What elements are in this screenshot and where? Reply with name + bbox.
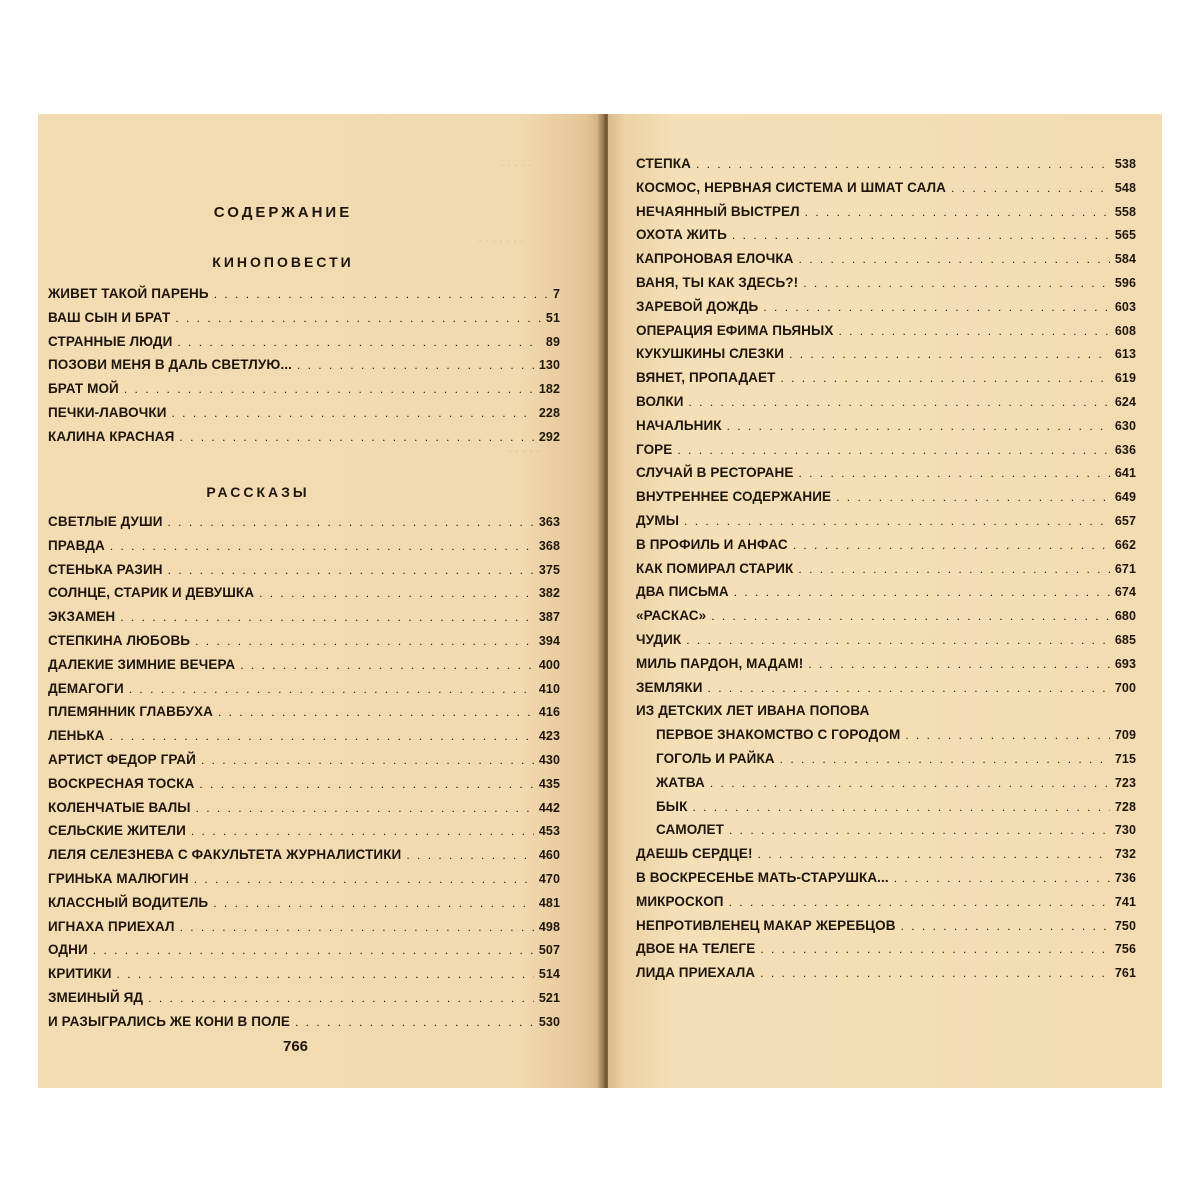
- toc-dot-leader: [734, 585, 1110, 599]
- toc-entry: [636, 584, 1136, 608]
- toc-entry: [636, 489, 1136, 513]
- toc-dot-leader: [836, 490, 1110, 504]
- toc-entry-title: ДВА ПИСЬМА: [636, 584, 729, 600]
- toc-entry-title: БЫК: [656, 798, 688, 814]
- toc-entry: [636, 370, 1136, 394]
- toc-entry-title: ЛЕЛЯ СЕЛЕЗНЕВА С ФАКУЛЬТЕТА ЖУРНАЛИСТИКИ: [48, 847, 402, 863]
- toc-dot-leader: [789, 347, 1110, 361]
- toc-entry-title: ВЯНЕТ, ПРОПАДАЕТ: [636, 370, 776, 386]
- toc-dot-leader: [708, 681, 1110, 695]
- toc-dot-leader: [175, 311, 541, 325]
- toc-entry-title: И РАЗЫГРАЛИСЬ ЖЕ КОНИ В ПОЛЕ: [48, 1013, 291, 1029]
- toc-entry: [48, 704, 560, 728]
- toc-dot-leader: [760, 942, 1110, 956]
- toc-entry: [48, 633, 560, 657]
- toc-dot-leader: [692, 800, 1109, 814]
- toc-dot-leader: [803, 276, 1110, 290]
- toc-entry-title: МИКРОСКОП: [636, 893, 724, 909]
- show-through-text: · · · · ·: [500, 158, 532, 172]
- toc-dot-leader: [295, 1015, 534, 1029]
- toc-entry: [48, 776, 560, 800]
- toc-dot-leader: [798, 562, 1109, 576]
- toc-dot-leader: [93, 943, 534, 957]
- toc-entry: [48, 381, 560, 405]
- toc-entry-title: БРАТ МОЙ: [48, 381, 119, 397]
- toc-entry: [48, 681, 560, 705]
- toc-entry-title: СЕЛЬСКИЕ ЖИТЕЛИ: [48, 823, 186, 839]
- toc-entry-title: ВОСКРЕСНАЯ ТОСКА: [48, 775, 195, 791]
- toc-list-continued: [636, 156, 1136, 989]
- toc-entry-page: 228: [538, 405, 560, 420]
- contents-title: СОДЕРЖАНИЕ: [213, 204, 353, 221]
- toc-entry-page: 387: [538, 610, 560, 625]
- toc-entry: [636, 870, 1136, 894]
- toc-entry: [636, 537, 1136, 561]
- toc-entry-title: ДЕМАГОГИ: [48, 680, 124, 696]
- toc-entry-title: ЗЕМЛЯКИ: [636, 679, 703, 695]
- toc-entry: [636, 442, 1136, 466]
- toc-entry: [48, 800, 560, 824]
- toc-dot-leader: [196, 801, 534, 815]
- toc-entry-title: ЖИВЕТ ТАКОЙ ПАРЕНЬ: [48, 286, 209, 301]
- toc-entry-title: ДАЛЕКИЕ ЗИМНИЕ ВЕЧЕРА: [48, 656, 236, 672]
- toc-dot-leader: [240, 658, 534, 672]
- toc-entry: [636, 561, 1136, 585]
- toc-dot-leader: [179, 430, 533, 444]
- toc-entry-title: ИГНАХА ПРИЕХАЛ: [48, 918, 175, 934]
- toc-entry-page: 382: [538, 586, 560, 601]
- toc-dot-leader: [798, 466, 1109, 480]
- toc-entry-page: 662: [1114, 537, 1136, 552]
- toc-dot-leader: [124, 382, 534, 396]
- toc-entry: [636, 394, 1136, 418]
- toc-entry: [48, 310, 560, 334]
- toc-entry-title: ГОГОЛЬ И РАЙКА: [656, 750, 775, 766]
- toc-entry: [636, 251, 1136, 275]
- toc-entry-page: 732: [1114, 847, 1136, 862]
- toc-entry: [636, 227, 1136, 251]
- toc-entry: [48, 990, 560, 1014]
- toc-dot-leader: [793, 538, 1110, 552]
- toc-entry: [48, 752, 560, 776]
- toc-entry-title: НАЧАЛЬНИК: [636, 417, 722, 433]
- toc-dot-leader: [763, 300, 1109, 314]
- toc-entry: [636, 965, 1136, 989]
- show-through-text: · · · · ·: [508, 444, 540, 458]
- toc-entry: [48, 334, 560, 358]
- toc-dot-leader: [711, 609, 1110, 623]
- toc-dot-leader: [406, 848, 533, 862]
- toc-entry-title: ПЕРВОЕ ЗНАКОМСТВО С ГОРОДОМ: [656, 727, 901, 743]
- toc-entry-page: 723: [1114, 775, 1136, 790]
- toc-entry-title: ОХОТА ЖИТЬ: [636, 227, 727, 243]
- toc-entry-page: 400: [538, 657, 560, 672]
- toc-entry-title: КОСМОС, НЕРВНАЯ СИСТЕМА И ШМАТ САЛА: [636, 179, 947, 195]
- toc-dot-leader: [758, 847, 1110, 861]
- toc-entry-title: ПРАВДА: [48, 537, 105, 553]
- toc-dot-leader: [951, 181, 1110, 195]
- toc-entry: [636, 846, 1136, 870]
- toc-entry-title: АРТИСТ ФЕДОР ГРАЙ: [48, 751, 196, 767]
- toc-entry-page: 680: [1114, 609, 1136, 624]
- toc-entry-page: 728: [1114, 799, 1136, 814]
- toc-entry-page: 715: [1114, 751, 1136, 766]
- toc-entry: [636, 299, 1136, 323]
- toc-dot-leader: [199, 777, 533, 791]
- toc-entry: [48, 357, 560, 381]
- toc-entry-title: СТЕПКИНА ЛЮБОВЬ: [48, 632, 191, 648]
- toc-entry-page: 603: [1114, 299, 1136, 314]
- toc-dot-leader: [110, 729, 534, 743]
- toc-dot-leader: [120, 610, 534, 624]
- toc-entry-title: ОДНИ: [48, 942, 88, 958]
- toc-entry-title: ВОЛКИ: [636, 393, 684, 409]
- toc-entry-page: 596: [1114, 275, 1136, 290]
- toc-entry: [48, 514, 560, 538]
- show-through-text: · · · · · · ·: [478, 234, 524, 248]
- toc-entry: [48, 585, 560, 609]
- toc-entry: [636, 680, 1136, 704]
- toc-entry-title: ОПЕРАЦИЯ ЕФИМА ПЬЯНЫХ: [636, 322, 834, 338]
- toc-entry-page: 693: [1114, 656, 1136, 671]
- toc-entry-page: 750: [1114, 918, 1136, 933]
- toc-dot-leader: [195, 634, 534, 648]
- toc-entry-title: ДУМЫ: [636, 512, 680, 528]
- toc-entry-page: 368: [538, 538, 560, 553]
- toc-entry: [636, 608, 1136, 632]
- toc-dot-leader: [710, 776, 1110, 790]
- toc-entry-title: ЧУДИК: [636, 631, 682, 647]
- toc-entry-title: ДВОЕ НА ТЕЛЕГЕ: [636, 941, 756, 957]
- toc-entry-title: ПЛЕМЯННИК ГЛАВБУХА: [48, 704, 213, 720]
- toc-dot-leader: [780, 752, 1110, 766]
- toc-entry-title: КАПРОНОВАЯ ЕЛОЧКА: [636, 251, 794, 267]
- toc-entry: [48, 609, 560, 633]
- toc-entry-page: 460: [538, 848, 560, 863]
- toc-dot-leader: [213, 896, 534, 910]
- toc-entry-title: КУКУШКИНЫ СЛЕЗКИ: [636, 346, 785, 362]
- toc-dot-leader: [180, 920, 534, 934]
- toc-dot-leader: [799, 252, 1110, 266]
- toc-dot-leader: [218, 705, 534, 719]
- toc-entry-page: 741: [1114, 894, 1136, 909]
- toc-entry-page: 558: [1114, 204, 1136, 219]
- toc-entry-page: 7: [552, 287, 560, 301]
- toc-entry-title: ЖАТВА: [656, 774, 705, 790]
- toc-entry-page: 507: [538, 943, 560, 958]
- toc-entry: [636, 799, 1136, 823]
- toc-entry-page: 736: [1114, 870, 1136, 885]
- toc-entry: [636, 941, 1136, 965]
- toc-entry: [636, 775, 1136, 799]
- toc-dot-leader: [727, 419, 1110, 433]
- toc-entry-title: ГОРЕ: [636, 441, 673, 457]
- toc-dot-leader: [689, 395, 1110, 409]
- toc-entry-title: ВАНЯ, ТЫ КАК ЗДЕСЬ?!: [636, 274, 799, 290]
- toc-entry-page: 416: [538, 705, 560, 720]
- toc-entry-title: ВНУТРЕННЕЕ СОДЕРЖАНИЕ: [636, 489, 832, 505]
- toc-entry-page: 761: [1114, 966, 1136, 981]
- toc-entry: [636, 727, 1136, 751]
- toc-dot-leader: [838, 324, 1109, 338]
- toc-dot-leader: [110, 539, 534, 553]
- toc-entry-page: 649: [1114, 490, 1136, 505]
- toc-entry-page: 453: [538, 824, 560, 839]
- toc-entry-page: 442: [538, 800, 560, 815]
- toc-entry-title: СОЛНЦЕ, СТАРИК И ДЕВУШКА: [48, 585, 255, 601]
- toc-dot-leader: [905, 728, 1110, 742]
- toc-dot-leader: [805, 205, 1110, 219]
- book-spread: [38, 114, 1162, 1088]
- toc-entry-page: 410: [538, 681, 560, 696]
- toc-entry: [48, 1014, 560, 1038]
- toc-entry: [636, 418, 1136, 442]
- toc-dot-leader: [201, 753, 534, 767]
- toc-entry-page: 584: [1114, 252, 1136, 267]
- toc-entry-page: 430: [538, 752, 560, 767]
- toc-entry: [48, 562, 560, 586]
- toc-entry: [48, 286, 560, 310]
- toc-dot-leader: [129, 682, 534, 696]
- toc-entry-title: ВАШ СЫН И БРАТ: [48, 309, 171, 325]
- toc-entry-title: ПОЗОВИ МЕНЯ В ДАЛЬ СВЕТЛУЮ...: [48, 357, 292, 373]
- toc-entry-page: 130: [538, 358, 560, 373]
- toc-entry-title: КОЛЕНЧАТЫЕ ВАЛЫ: [48, 799, 191, 815]
- toc-entry-title: НЕЧАЯННЫЙ ВЫСТРЕЛ: [636, 203, 800, 219]
- toc-entry: [636, 275, 1136, 299]
- toc-entry-page: 619: [1114, 371, 1136, 386]
- toc-entry-page: 674: [1114, 585, 1136, 600]
- toc-entry-title: ПЕЧКИ-ЛАВОЧКИ: [48, 404, 167, 420]
- toc-dot-leader: [780, 371, 1109, 385]
- toc-group-heading: [636, 703, 1136, 727]
- toc-entry-page: 51: [545, 310, 560, 325]
- toc-entry: [48, 728, 560, 752]
- toc-entry-title: ЗМЕИНЫЙ ЯД: [48, 989, 144, 1005]
- toc-entry-page: 624: [1114, 394, 1136, 409]
- toc-dot-leader: [696, 157, 1110, 171]
- toc-entry-page: 423: [538, 729, 560, 744]
- toc-entry-title: В ПРОФИЛЬ И АНФАС: [636, 536, 788, 552]
- toc-entry: [48, 966, 560, 990]
- toc-entry: [636, 180, 1136, 204]
- toc-entry-page: 709: [1114, 728, 1136, 743]
- section-heading-kinopovesti: КИНОПОВЕСТИ: [212, 254, 354, 270]
- toc-entry-title: СТЕПКА: [636, 156, 691, 171]
- toc-entry: [636, 632, 1136, 656]
- toc-entry: [48, 895, 560, 919]
- toc-entry: [636, 465, 1136, 489]
- toc-entry: [636, 656, 1136, 680]
- toc-entry-page: 394: [538, 633, 560, 648]
- toc-entry-page: 548: [1114, 180, 1136, 195]
- toc-entry-title: САМОЛЕТ: [656, 822, 724, 838]
- toc-entry: [636, 346, 1136, 370]
- toc-entry-page: 756: [1114, 942, 1136, 957]
- toc-entry: [48, 405, 560, 429]
- toc-entry-page: 498: [538, 919, 560, 934]
- toc-entry-page: 608: [1114, 323, 1136, 338]
- toc-entry-page: 182: [538, 382, 560, 397]
- toc-entry-title: МИЛЬ ПАРДОН, МАДАМ!: [636, 655, 804, 671]
- toc-entry-title: ЗАРЕВОЙ ДОЖДЬ: [636, 298, 759, 314]
- toc-dot-leader: [894, 871, 1110, 885]
- toc-entry-page: 730: [1114, 823, 1136, 838]
- toc-entry: [636, 751, 1136, 775]
- toc-entry-page: 435: [538, 776, 560, 791]
- toc-entry: [48, 871, 560, 895]
- toc-entry: [636, 894, 1136, 918]
- toc-dot-leader: [808, 657, 1109, 671]
- toc-dot-leader: [677, 443, 1109, 457]
- toc-entry: [48, 823, 560, 847]
- toc-entry-title: СТЕНЬКА РАЗИН: [48, 561, 163, 577]
- toc-dot-leader: [168, 563, 534, 577]
- toc-list-kinopovesti: [48, 286, 560, 453]
- toc-entry-page: 671: [1114, 561, 1136, 576]
- toc-entry-title: СВЕТЛЫЕ ДУШИ: [48, 514, 163, 529]
- toc-entry: [48, 847, 560, 871]
- toc-entry: [636, 156, 1136, 180]
- toc-entry-title: КАЛИНА КРАСНАЯ: [48, 428, 175, 444]
- toc-entry: [636, 918, 1136, 942]
- toc-dot-leader: [901, 919, 1110, 933]
- toc-entry-title: ГРИНЬКА МАЛЮГИН: [48, 870, 189, 886]
- toc-entry: [636, 323, 1136, 347]
- toc-dot-leader: [168, 515, 534, 529]
- toc-entry-page: 521: [538, 990, 560, 1005]
- toc-entry-title: СЛУЧАЙ В РЕСТОРАНЕ: [636, 465, 794, 481]
- toc-entry-page: 481: [538, 895, 560, 910]
- toc-dot-leader: [194, 872, 534, 886]
- toc-entry-title: ИЗ ДЕТСКИХ ЛЕТ ИВАНА ПОПОВА: [636, 703, 870, 719]
- toc-entry-page: 700: [1114, 680, 1136, 695]
- toc-entry-title: ЛИДА ПРИЕХАЛА: [636, 965, 756, 981]
- toc-dot-leader: [117, 967, 534, 981]
- right-page: [608, 114, 1162, 1088]
- toc-entry-title: ЛЕНЬКА: [48, 728, 105, 744]
- toc-entry-title: «РАСКАС»: [636, 608, 707, 624]
- toc-entry-page: 375: [538, 562, 560, 577]
- toc-entry-page: 636: [1114, 442, 1136, 457]
- toc-entry: [48, 942, 560, 966]
- toc-entry-page: 538: [1114, 157, 1136, 171]
- toc-entry: [636, 204, 1136, 228]
- toc-entry-title: КАК ПОМИРАЛ СТАРИК: [636, 560, 794, 576]
- toc-dot-leader: [729, 895, 1110, 909]
- toc-dot-leader: [259, 586, 534, 600]
- toc-entry-page: 292: [538, 429, 560, 444]
- toc-entry: [636, 513, 1136, 537]
- toc-entry-title: ЭКЗАМЕН: [48, 609, 116, 625]
- toc-list-rasskazy: [48, 514, 560, 1038]
- toc-dot-leader: [686, 633, 1110, 647]
- toc-entry-page: 470: [538, 871, 560, 886]
- toc-dot-leader: [148, 991, 534, 1005]
- toc-entry: [48, 657, 560, 681]
- toc-entry-title: ДАЕШЬ СЕРДЦЕ!: [636, 846, 753, 862]
- toc-dot-leader: [172, 406, 534, 420]
- toc-dot-leader: [732, 228, 1110, 242]
- toc-dot-leader: [191, 824, 534, 838]
- toc-entry-page: 641: [1114, 466, 1136, 481]
- toc-dot-leader: [297, 358, 534, 372]
- toc-entry-title: КРИТИКИ: [48, 966, 112, 982]
- toc-entry-page: 363: [538, 515, 560, 529]
- toc-entry: [48, 538, 560, 562]
- toc-entry-title: КЛАССНЫЙ ВОДИТЕЛЬ: [48, 894, 209, 910]
- toc-dot-leader: [760, 966, 1110, 980]
- toc-entry-title: НЕПРОТИВЛЕНЕЦ МАКАР ЖЕРЕБЦОВ: [636, 917, 896, 933]
- toc-entry-page: 657: [1114, 513, 1136, 528]
- toc-dot-leader: [177, 335, 541, 349]
- toc-entry: [636, 822, 1136, 846]
- toc-entry-page: 530: [538, 1014, 560, 1029]
- toc-entry-page: 613: [1114, 347, 1136, 362]
- toc-entry-page: 565: [1114, 228, 1136, 243]
- toc-dot-leader: [729, 823, 1110, 837]
- toc-entry: [48, 429, 560, 453]
- section-heading-rasskazy: РАССКАЗЫ: [206, 484, 310, 500]
- page-number: 766: [283, 1038, 309, 1055]
- toc-entry-page: 514: [538, 967, 560, 982]
- toc-dot-leader: [214, 287, 548, 301]
- toc-entry-title: В ВОСКРЕСЕНЬЕ МАТЬ-СТАРУШКА...: [636, 869, 889, 885]
- toc-dot-leader: [684, 514, 1110, 528]
- toc-entry: [48, 919, 560, 943]
- left-page: [38, 114, 602, 1088]
- toc-entry-page: 630: [1114, 418, 1136, 433]
- toc-entry-page: 685: [1114, 632, 1136, 647]
- toc-entry-title: СТРАННЫЕ ЛЮДИ: [48, 333, 173, 349]
- toc-entry-page: 89: [545, 334, 560, 349]
